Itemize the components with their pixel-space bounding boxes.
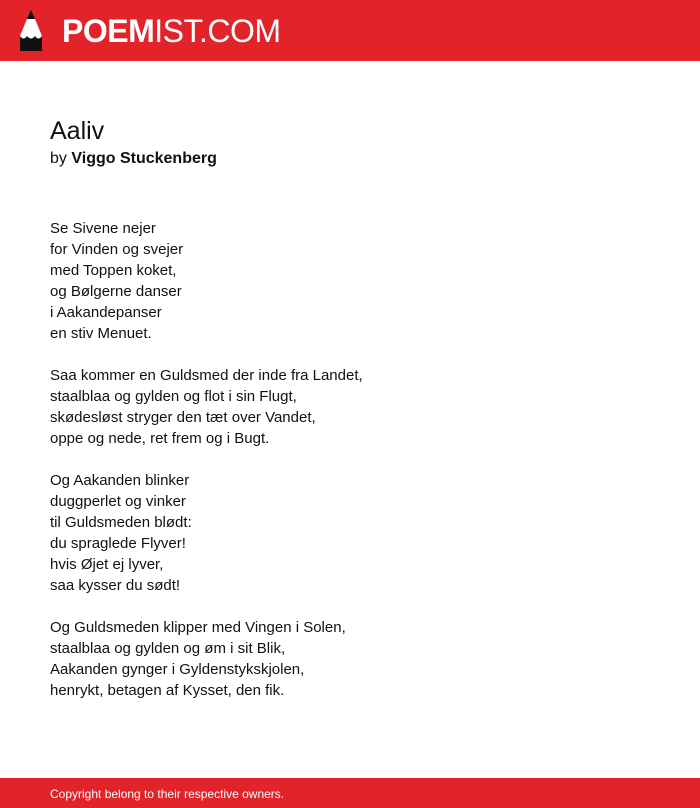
poem-line: med Toppen koket, (50, 262, 177, 279)
pencil-logo-icon[interactable] (18, 10, 44, 52)
poem-line: til Guldsmeden blødt: (50, 514, 192, 531)
poem-line: staalblaa og gylden og flot i sin Flugt, (50, 388, 297, 405)
poem-body (50, 218, 650, 722)
poem-line: Og Aakanden blinker (50, 472, 190, 489)
logo-light-text: IST.COM (154, 13, 281, 49)
copyright-notice: Copyright belong to their respective owners. (50, 787, 285, 801)
poem-line: for Vinden og svejer (50, 241, 184, 258)
byline-prefix: by (50, 150, 67, 167)
poem-line: Og Guldsmeden klipper med Vingen i Solen, (50, 619, 346, 636)
poem-line: saa kysser du sødt! (50, 577, 181, 594)
poem-line: du spraglede Flyver! (50, 535, 186, 552)
poem-stanza (50, 470, 650, 596)
poem-line: duggperlet og vinker (50, 493, 186, 510)
poem-line: oppe og nede, ret frem og i Bugt. (50, 430, 270, 447)
poem-line: henrykt, betagen af Kysset, den fik. (50, 682, 285, 699)
poem-line: Saa kommer en Guldsmed der inde fra Landet, (50, 367, 363, 384)
poem-line: i Aakandepanser (50, 304, 162, 321)
poem-author[interactable]: Viggo Stuckenberg (71, 150, 217, 167)
poem-line: og Bølgerne danser (50, 283, 182, 300)
poem-stanza (50, 218, 650, 344)
poem-line: staalblaa og gylden og øm i sit Blik, (50, 640, 286, 657)
poem-title: Aaliv (50, 117, 105, 145)
poem-line: hvis Øjet ej lyver, (50, 556, 164, 573)
poem-stanza (50, 365, 650, 449)
poem-stanza (50, 617, 650, 701)
poem-line: Aakanden gynger i Gyldenstykskjolen, (50, 661, 305, 678)
site-footer (0, 778, 700, 808)
poem-byline (50, 148, 217, 170)
site-logo[interactable] (62, 12, 281, 50)
poem-line: en stiv Menuet. (50, 325, 152, 342)
poem-line: Se Sivene nejer (50, 220, 156, 237)
logo-bold-text: POEM (62, 13, 155, 49)
site-header (0, 0, 700, 61)
poem-line: skødesløst stryger den tæt over Vandet, (50, 409, 316, 426)
